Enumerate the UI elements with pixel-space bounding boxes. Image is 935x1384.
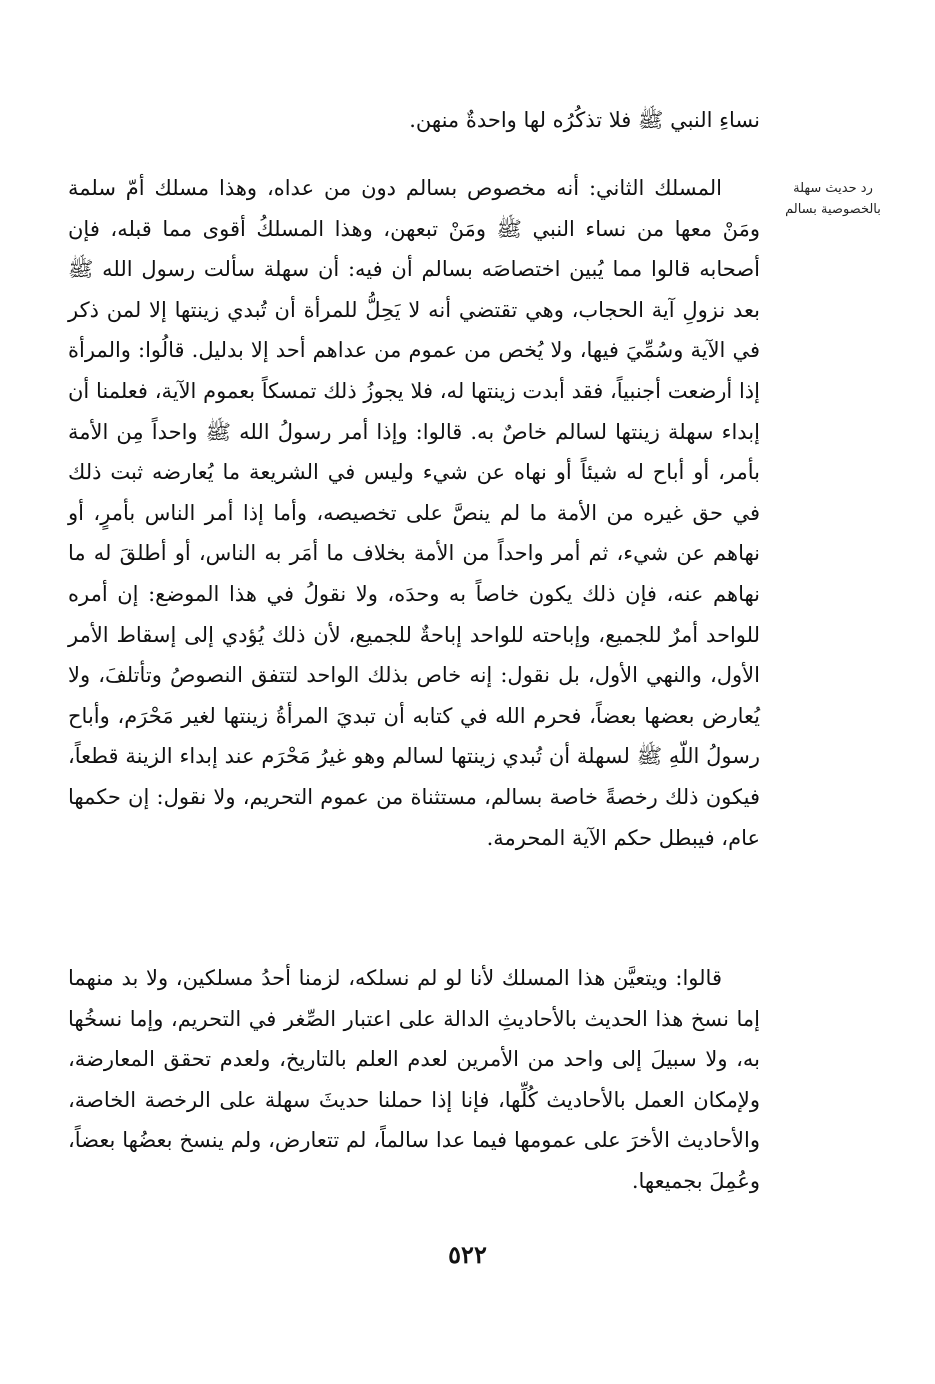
opening-line-text: نساءِ النبي ﷺ فلا تذكُرُه لها واحدةٌ منهن.: [409, 108, 760, 132]
paragraph-2: [68, 958, 760, 1202]
margin-note-line-1: رد حديث سهلة: [793, 181, 873, 196]
opening-line: [80, 100, 760, 141]
margin-note-line-2: بالخصوصية بسالم: [785, 202, 881, 217]
page-number: ٥٢٢: [448, 1240, 487, 1269]
paragraph-1-text: المسلك الثاني: أنه مخصوص بسالم دون من عداه، وهذا مسلك أمّ سلمة ومَنْ معها من نساء النبي ﷺ ومَنْ تبعهن، وهذا المسلكُ أقوى مما قبله، فإن أصحابه قالوا مما يُبين اختصاصَه بسالم أن فيه: أن سهلة سألت رسول الله ﷺ بعد نزولِ آية الحجاب، وهي تقتضي أنه لا يَحِلُّ للمرأة أن تُبدي زينتها إلا لمن ذكر في الآية وسُمِّيَ فيها، ولا يُخص من عموم من عداهم أحد إلا بدليل. قالُوا: والمرأة إذا أرضعت أجنبياً، فقد أبدت زينتها له، فلا يجوزُ ذلك تمسكاً بعموم الآية، فعلمنا أن إبداء سهلة زينتها لسالم خاصٌ به. قالوا: وإذا أمر رسولُ الله ﷺ واحداً مِن الأمة بأمر، أو أباح له شيئاً أو نهاه عن شيء وليس في الشريعة ما يُعارضه ثبت ذلك في حق غيره من الأمة ما لم ينصَّ على تخصيصه، وأما إذا أمر الناس بأمرٍ، أو نهاهم عن شيء، ثم أمر واحداً من الأمة بخلاف ما أمَر به الناس، أو أطلقَ له ما نهاهم عنه، فإن ذلك يكون خاصاً به وحدَه، ولا نقولُ في هذا الموضع: إن أمره للواحد أمرٌ للجميع، وإباحته للواحد إباحةٌ للجميع، لأن ذلك يُؤدي إلى إسقاط الأمر الأول، والنهي الأول، بل نقول: إنه خاص بذلك الواحد لتتفق النصوصُ وتأتلفَ، ولا يُعارض بعضها بعضاً، فحرم الله في كتابه أن تبديَ المرأةُ زينتها لغير مَحْرَم، وأباح رسولُ اللّهِ ﷺ لسهلة أن تُبدي زينتها لسالم وهو غيرُ مَحْرَم عند إبداء الزينة قطعاً، فيكون ذلك رخصةً خاصة بسالم، مستثناة من عموم التحريم، ولا نقول: إن حكمها عام، فيبطل حكم الآية المحرمة.: [68, 176, 760, 850]
margin-note: [778, 178, 888, 220]
paragraph-1: [68, 168, 760, 858]
paragraph-2-text: قالوا: ويتعيَّن هذا المسلك لأنا لو لم نسلكه، لزمنا أحدُ مسلكين، ولا بد منهما إما نسخ هذا الحديث بالأحاديثِ الدالة على اعتبار الصِّغر في التحريم، وإما نسخُها به، ولا سبيلَ إلى واحد من الأمرين لعدم العلم بالتاريخ، ولعدم تحقق المعارضة، ولإمكان العمل بالأحاديث كُلِّها، فإنا إذا حملنا حديثَ سهلة على الرخصة الخاصة، والأحاديث الأخرَ على عمومها فيما عدا سالماً، لم تتعارض، ولم ينسخ بعضُها بعضاً، وعُمِلَ بجميعها.: [68, 966, 760, 1193]
